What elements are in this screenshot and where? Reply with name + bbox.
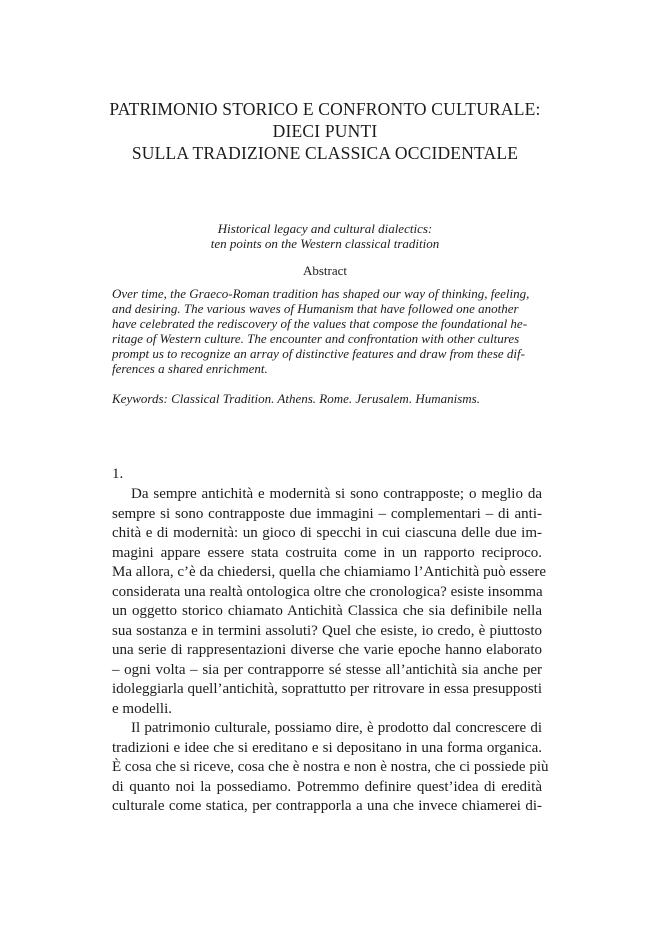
chapter-title	[60, 98, 590, 164]
body-line: Da sempre antichità e modernità si sono contrapposte; o meglio da	[131, 486, 542, 502]
body-line: sempre si sono contrapposte due immagini – complementari – di anti-	[112, 505, 542, 522]
subtitle-line: ten points on the Western classical tradition	[210, 236, 440, 251]
body-line: – ogni volta – sia per contrapporre sé stesse all’antichità sia anche per	[112, 661, 542, 678]
body-line: idoleggiarla quell’antichità, soprattutto per ritrovare in essa presupposti	[112, 681, 542, 697]
abstract-heading: Abstract	[302, 263, 348, 278]
body-line: magini appare essere stata costruita come in un rapporto reciproco.	[112, 544, 542, 561]
title-line: DIECI PUNTI	[272, 121, 378, 141]
body-line: Il patrimonio culturale, possiamo dire, è prodotto dal concrescere di	[131, 720, 542, 736]
abstract-line: have celebrated the rediscovery of the values that compose the foundational he-	[112, 316, 528, 331]
body-line: chità e di modernità: un gioco di specchi in cui ciascuna delle due im-	[112, 525, 542, 541]
abstract-line: and desiring. The various waves of Humanism that have followed one another	[112, 301, 519, 316]
body-line: tradizioni e idee che si ereditano e si depositano in una forma organica.	[112, 739, 542, 756]
body-line: considerata una realtà ontologica oltre che cronologica? esiste insomma	[112, 583, 543, 600]
body-line: È cosa che si riceve, cosa che è nostra e non è nostra, che ci possiede più	[112, 759, 549, 775]
title-line: SULLA TRADIZIONE CLASSICA OCCIDENTALE	[131, 143, 519, 163]
abstract-line: Over time, the Graeco-Roman tradition has shaped our way of thinking, feeling,	[112, 286, 530, 301]
abstract-line: ferences a shared enrichment.	[112, 361, 268, 376]
body-text	[112, 485, 549, 817]
body-line: culturale come statica, per contrapporla a una che invece chiamerei di-	[112, 798, 542, 814]
body-line: Ma allora, c’è da chiedersi, quella che chiamiamo l’Antichità può essere	[112, 564, 546, 580]
abstract-line: ritage of Western culture. The encounter and confrontation with other cultures	[112, 331, 520, 346]
section-number: 1.	[112, 466, 124, 482]
abstract-line: prompt us to recognize an array of distinctive features and draw from these dif-	[112, 346, 525, 361]
body-line: e modelli.	[112, 700, 172, 717]
title-line: PATRIMONIO STORICO E CONFRONTO CULTURALE:	[109, 99, 541, 119]
english-subtitle	[110, 221, 540, 251]
body-line: sua sostanza e in termini assoluti? Quel che esiste, io credo, è piuttosto	[112, 622, 542, 639]
keywords: Keywords: Classical Tradition. Athens. Rome. Jerusalem. Humanisms.	[112, 391, 480, 406]
subtitle-line: Historical legacy and cultural dialectics:	[217, 221, 433, 236]
body-line: un oggetto storico chiamato Antichità Classica che sia definibile nella	[112, 603, 542, 619]
abstract-text	[112, 286, 542, 376]
body-line: di quanto noi la possediamo. Potremmo definire quest’idea di eredità	[112, 778, 542, 795]
body-line: una serie di rappresentazioni diverse che varie epoche hanno elaborato	[112, 642, 542, 658]
